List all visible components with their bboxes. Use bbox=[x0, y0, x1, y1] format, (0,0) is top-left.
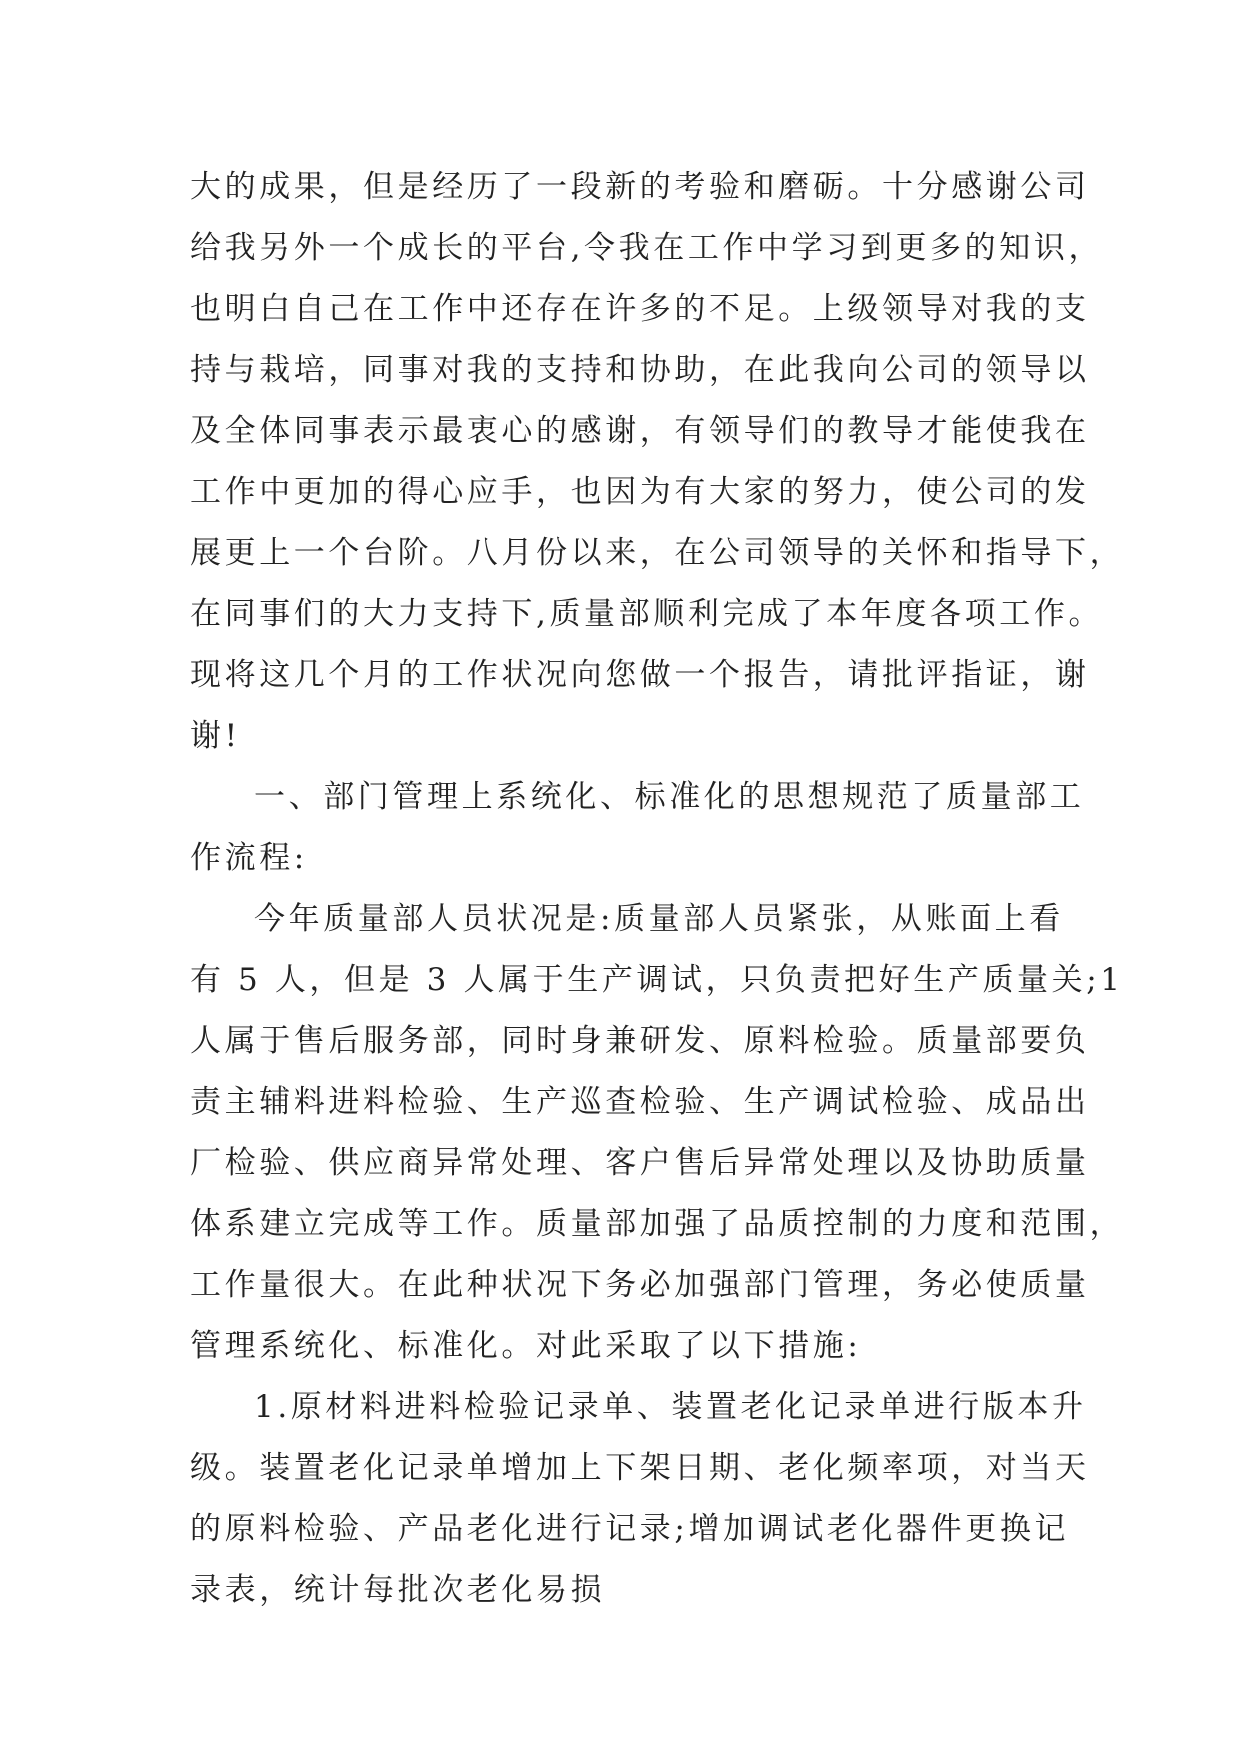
text-line: 工作中更加的得心应手，也因为有大家的努力，使公司的发 bbox=[190, 474, 1090, 510]
text-line: 作流程: bbox=[190, 840, 308, 876]
text-line: 级。装置老化记录单增加上下架日期、老化频率项，对当天 bbox=[190, 1450, 1090, 1486]
text-line: 工作量很大。在此种状况下务必加强部门管理，务必使质量 bbox=[190, 1267, 1090, 1303]
text-line: 厂检验、供应商异常处理、客户售后异常处理以及协助质量 bbox=[190, 1145, 1090, 1181]
text-line: 体系建立完成等工作。质量部加强了品质控制的力度和范围， bbox=[190, 1206, 1125, 1242]
text-line: 现将这几个月的工作状况向您做一个报告，请批评指证，谢 bbox=[190, 657, 1090, 693]
text-line: 今年质量部人员状况是:质量部人员紧张，从账面上看 bbox=[254, 901, 1064, 937]
text-line: 大的成果，但是经历了一段新的考验和磨砺。十分感谢公司 bbox=[190, 169, 1090, 205]
text-line: 的原料检验、产品老化进行记录;增加调试老化器件更换记 bbox=[190, 1511, 1070, 1547]
text-line: 录表，统计每批次老化易损 bbox=[190, 1572, 606, 1608]
text-line: 责主辅料进料检验、生产巡查检验、生产调试检验、成品出 bbox=[190, 1084, 1090, 1120]
text-line: 在同事们的大力支持下,质量部顺利完成了本年度各项工作。 bbox=[190, 596, 1104, 632]
text-line: 人属于售后服务部，同时身兼研发、原料检验。质量部要负 bbox=[190, 1023, 1090, 1059]
text-line: 展更上一个台阶。八月份以来，在公司领导的关怀和指导下， bbox=[190, 535, 1125, 571]
text-line: 及全体同事表示最衷心的感谢，有领导们的教导才能使我在 bbox=[190, 413, 1090, 449]
text-line: 持与栽培，同事对我的支持和协助，在此我向公司的领导以 bbox=[190, 352, 1090, 388]
text-line: 管理系统化、标准化。对此采取了以下措施: bbox=[190, 1328, 862, 1364]
text-line: 给我另外一个成长的平台,令我在工作中学习到更多的知识， bbox=[190, 230, 1104, 266]
text-line: 谢! bbox=[190, 718, 241, 754]
text-line: 有 5 人，但是 3 人属于生产调试，只负责把好生产质量关;1 bbox=[190, 962, 1124, 998]
text-line: 1.原材料进料检验记录单、装置老化记录单进行版本升 bbox=[254, 1389, 1087, 1425]
document-body bbox=[190, 157, 1125, 1621]
text-line: 也明白自己在工作中还存在许多的不足。上级领导对我的支 bbox=[190, 291, 1090, 327]
text-line: 一、部门管理上系统化、标准化的思想规范了质量部工 bbox=[254, 779, 1085, 815]
